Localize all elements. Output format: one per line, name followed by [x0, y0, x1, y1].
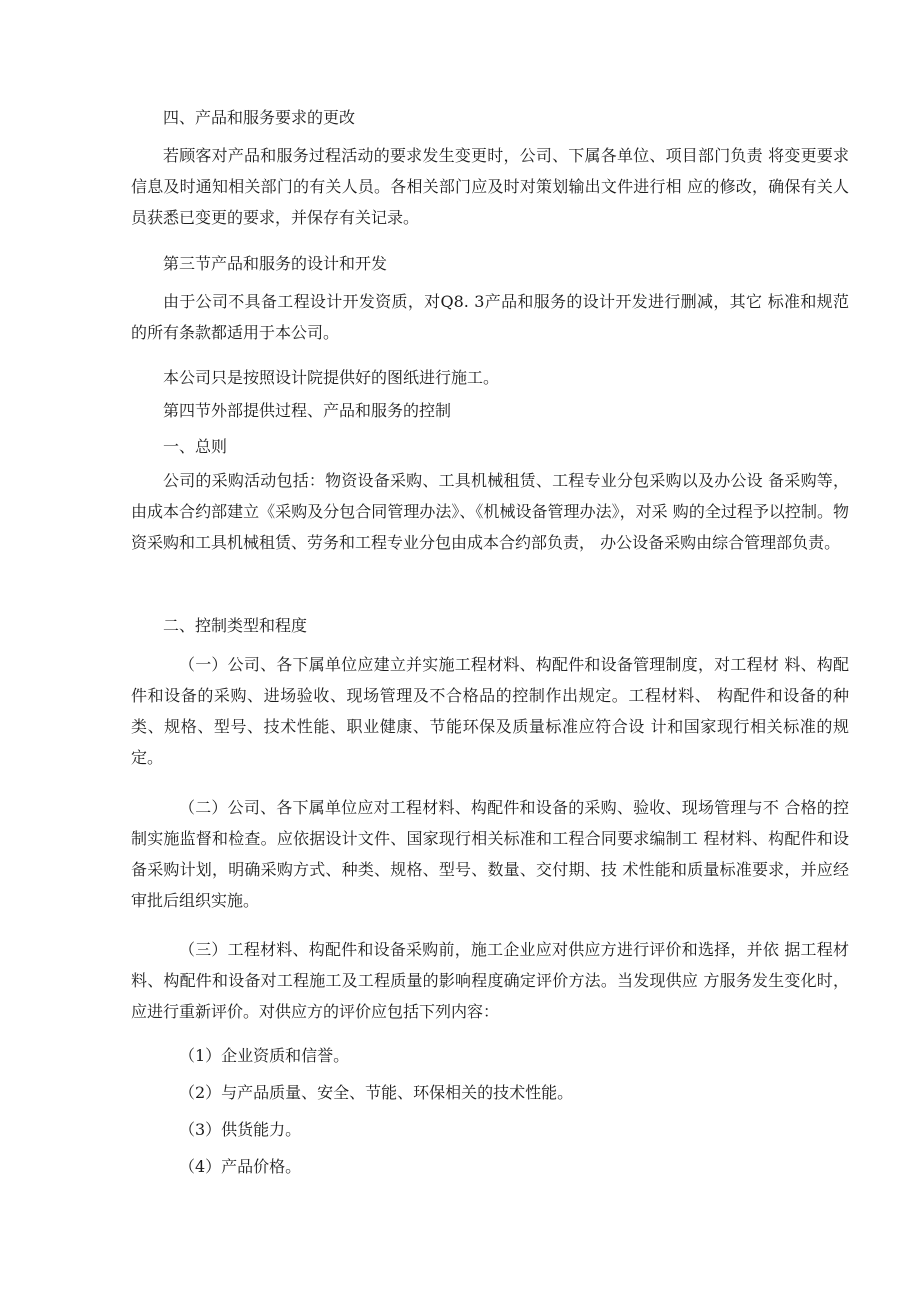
paragraph-change-requirements: 若顾客对产品和服务过程活动的要求发生变更时，公司、下属各单位、项目部门负责 将变更要求信息及时通知相关部门的有关人员。各相关部门应及时对策划输出文件进行相 应的修改，确保有关人员获悉已变更的要求，并保存有关记录。	[131, 146, 849, 227]
list-item-technical-performance: （2）与产品质量、安全、节能、环保相关的技术性能。	[179, 1083, 574, 1102]
list-item-price: （4）产品价格。	[179, 1157, 302, 1176]
section-heading-external-provision: 第四节外部提供过程、产品和服务的控制	[163, 401, 452, 420]
paragraph-procurement-activities: 公司的采购活动包括：物资设备采购、工具机械租赁、工程专业分包采购以及办公设 备采购等，由成本合约部建立《采购及分包合同管理办法》、《机械设备管理办法》，对采 购的全过程予以控制。物资采购和工具机械租赁、劳务和工程专业分包由成本合约部负责， 办公设备采购由综合管理部负责。	[131, 471, 849, 552]
paragraph-control-item-1: （一）公司、各下属单位应建立并实施工程材料、构配件和设备管理制度，对工程材 料、构配件和设备的采购、进场验收、现场管理及不合格品的控制作出规定。工程材料、 构配件和设备的种类、规格、型号、技术性能、职业健康、节能环保及质量标准应符合设 计和国家现行相关标准的规定。	[131, 655, 849, 767]
paragraph-control-item-2: （二）公司、各下属单位应对工程材料、构配件和设备的采购、验收、现场管理与不 合格的控制实施监督和检查。应依据设计文件、国家现行相关标准和工程合同要求编制工 程材料、构配件和设备采购计划，明确采购方式、种类、规格、型号、数量、交付期、技 术性能和质量标准要求，并应经审批后组织实施。	[131, 798, 849, 910]
subheading-general: 一、总则	[163, 437, 228, 456]
subheading-control-type: 二、控制类型和程度	[163, 616, 308, 635]
list-item-qualification: （1）企业资质和信誉。	[179, 1046, 350, 1065]
paragraph-construction-drawings: 本公司只是按照设计院提供好的图纸进行施工。	[163, 368, 500, 387]
paragraph-design-exclusion: 由于公司不具备工程设计开发资质，对Q8. 3产品和服务的设计开发进行删减，其它 标准和规范的所有条款都适用于本公司。	[131, 292, 849, 342]
paragraph-control-item-3: （三）工程材料、构配件和设备采购前，施工企业应对供应方进行评价和选择，并依 据工程材料、构配件和设备对工程施工及工程质量的影响程度确定评价方法。当发现供应 方服务发生变化时，应进行重新评价。对供应方的评价应包括下列内容：	[131, 940, 849, 1021]
section-heading-product-changes: 四、产品和服务要求的更改	[163, 108, 356, 127]
section-heading-design-development: 第三节产品和服务的设计和开发	[163, 254, 388, 273]
list-item-supply-capacity: （3）供货能力。	[179, 1120, 302, 1139]
